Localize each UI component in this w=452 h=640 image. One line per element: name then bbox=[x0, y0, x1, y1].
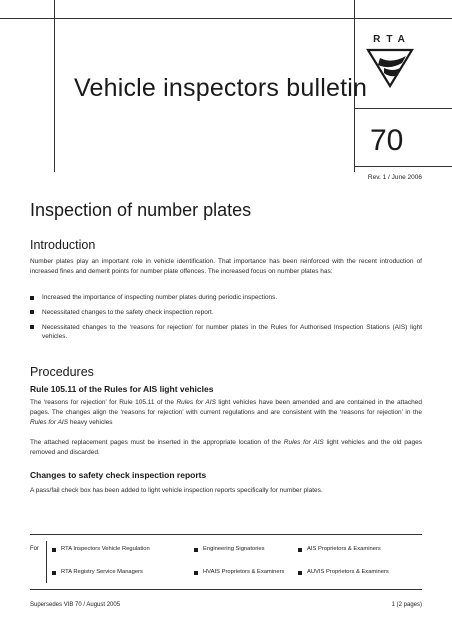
rta-logo bbox=[362, 34, 418, 90]
distribution-item: AUVIS Proprietors & Examiners bbox=[298, 569, 389, 575]
safety-check-paragraph: A pass/fail check box has been added to light vehicle inspection reports specifically for number plates. bbox=[30, 487, 323, 494]
rta-chevron-icon bbox=[362, 46, 418, 92]
bullet-square-icon bbox=[298, 548, 302, 552]
replacement-pages-paragraph: The attached replacement pages must be inserted in the appropriate location of the Rules for AIS light vehicles and the old pages removed and discarded. bbox=[30, 439, 423, 456]
safety-check-heading: Changes to safety check inspection reports bbox=[30, 470, 207, 480]
distribution-item: HVAIS Proprietors & Examiners bbox=[194, 569, 284, 575]
bullet-square-icon bbox=[30, 325, 34, 329]
header-rule-top bbox=[0, 18, 452, 19]
issue-number: 70 bbox=[370, 124, 404, 157]
distribution-item: RTA Inspectors Vehicle Regulation bbox=[52, 546, 150, 552]
distribution-item: AIS Proprietors & Examiners bbox=[298, 546, 381, 552]
list-item: Increased the importance of inspecting number plates during periodic inspections. bbox=[30, 293, 422, 303]
distribution-divider bbox=[46, 541, 47, 583]
supersedes-note: Supersedes VIB 70 / August 2005 bbox=[30, 602, 121, 608]
bullet-square-icon bbox=[52, 571, 56, 575]
list-item: Necessitated changes to the ‘reasons for rejection’ for number plates in the Rules for Authorised Inspection Stations (AIS) light vehicles. bbox=[30, 323, 422, 343]
revision-date: Rev. 1 / June 2006 bbox=[367, 174, 422, 181]
distribution-item: Engineering Signatories bbox=[194, 546, 265, 552]
bullet-square-icon bbox=[298, 571, 302, 575]
distribution-item: RTA Registry Service Managers bbox=[52, 569, 143, 575]
introduction-paragraph: Number plates play an important role in vehicle identification. That importance has been reinforced with the recent introduction of increased fines and demerit points for number plate offences. The increased focus on number plates has: bbox=[30, 258, 422, 275]
rule-heading: Rule 105.11 of the Rules for AIS light vehicles bbox=[30, 384, 214, 394]
introduction-heading: Introduction bbox=[30, 238, 96, 252]
header-divider-left bbox=[54, 0, 55, 172]
bullet-square-icon bbox=[194, 548, 198, 552]
bullet-square-icon bbox=[194, 571, 198, 575]
distribution-label: For bbox=[30, 546, 39, 552]
bulletin-title: Vehicle inspectors bulletin bbox=[74, 74, 368, 102]
procedures-heading: Procedures bbox=[30, 365, 94, 379]
bullet-square-icon bbox=[30, 310, 34, 314]
list-item: Necessitated changes to the safety check inspection report. bbox=[30, 308, 422, 318]
introduction-bullets bbox=[30, 293, 422, 347]
page-heading: Inspection of number plates bbox=[30, 200, 252, 220]
bullet-square-icon bbox=[30, 296, 34, 300]
page-count: 1 (2 pages) bbox=[391, 602, 422, 608]
bullet-square-icon bbox=[52, 548, 56, 552]
header-rule-bottom bbox=[354, 166, 452, 167]
logo-text: RTA bbox=[373, 34, 411, 45]
distribution-box bbox=[30, 534, 422, 590]
rule-paragraph: The ‘reasons for rejection’ for Rule 105.11 of the Rules for AIS light vehicles have been amended and are contained in the attached pages. The changes align the ‘reasons for rejection’ with current regulations and are consistent with the ‘reasons for rejection’ in the Rules for AIS heavy vehicles bbox=[30, 399, 422, 426]
header-rule-middle bbox=[354, 108, 452, 109]
